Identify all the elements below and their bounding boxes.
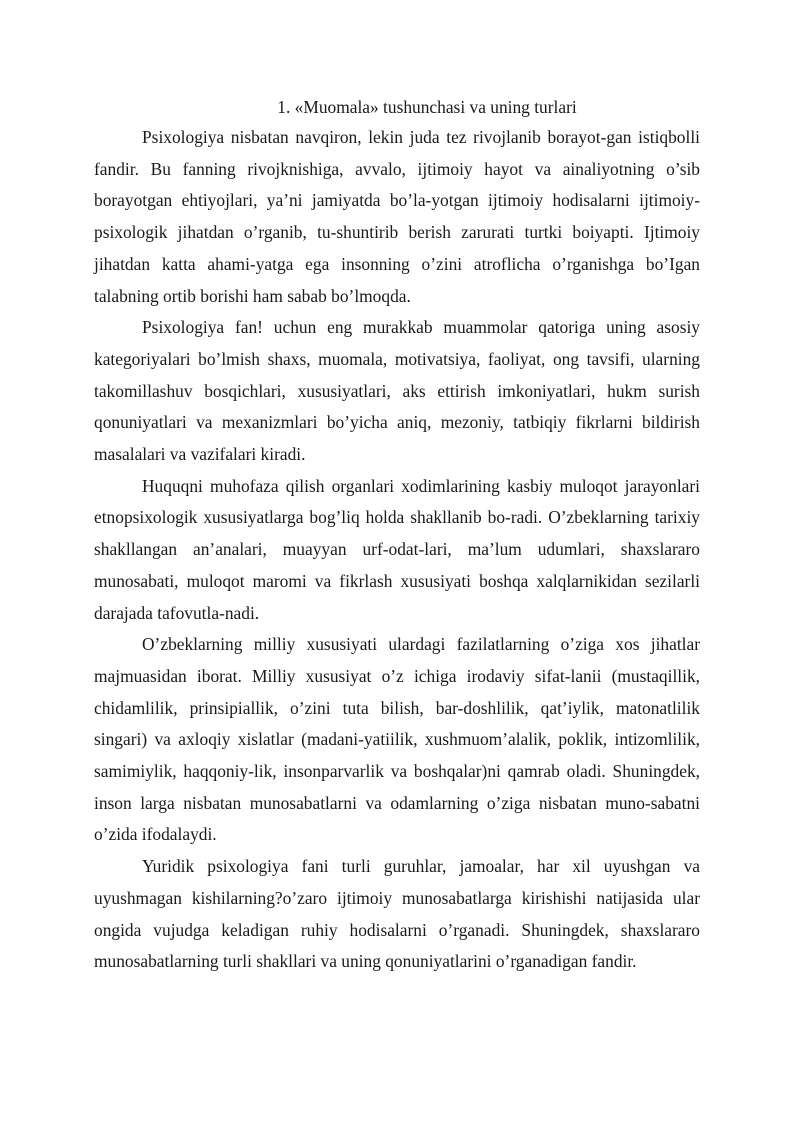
paragraph: Psixologiya nisbatan navqiron, lekin juda tez rivojlanib borayot-gan istiqbolli fandir. Bu fanning rivojknishiga, avvalo, ijtimoiy hayot va ainaliyotning o’sib borayotgan ehtiyojlari, ya’ni jamiyatda bo’la-yotgan ijtimoiy hodisalarni ijtimoiy-psixologik jihatdan o’rganib, tu-shuntirib berish zarurati turtki boiyapti. Ijtimoiy jihatdan katta ahami-yatga ega insonning o’zini atroflicha o’rganishga bo’Igan talabning ortib borishi ham sabab bo’lmoqda.: [94, 127, 700, 306]
paragraph: O’zbeklarning milliy xususiyati ulardagi fazilatlarning o’ziga xos jihatlar majmuasidan iborat. Milliy xususiyat o’z ichiga irodaviy sifat-lanii (mustaqillik, chidamlilik, prinsipiallik, o’zini tuta bilish, bar-doshlilik, qat’iylik, matonatlilik singari) va axloqiy xislatlar (madani-yatiilik, xushmuom’alalik, poklik, intizomlilik, samimiylik, haqqoniy-lik, insonparvarlik va boshqalar)ni qamrab oladi. Shuningdek, inson larga nisbatan munosabatlarni va odamlarning o’ziga nisbatan muno-sabatni o’zida ifodalaydi.: [94, 634, 700, 845]
paragraph: Psixologiya fan! uchun eng murakkab muammolar qatoriga uning asosiy kategoriyalari bo’lmish shaxs, muomala, motivatsiya, faoliyat, ong tavsifi, ularning takomillashuv bosqichlari, xususiyatlari, aks ettirish imkoniyatlari, hukm surish qonuniyatlari va mexanizmlari bo’yicha aniq, mezoniy, tatbiqiy fikrlarni bildirish masalalari va vazifalari kiradi.: [94, 317, 700, 465]
paragraph: Huquqni muhofaza qilish organlari xodimlarining kasbiy muloqot jarayonlari etnopsixologik xususiyatlarga bog’liq holda shakllanib bo-radi. O’zbeklarning tarixiy shakllangan an’analari, muayyan urf-odat-lari, ma’lum udumlari, shaxslararo munosabati, muloqot maromi va fikrlash xususiyati boshqa xalqlarnikidan sezilarli darajada tafovutla-nadi.: [94, 475, 700, 623]
paragraph: Yuridik psixologiya fani turli guruhlar, jamoalar, har xil uyushgan va uyushmagan kishilarning?o’zaro ijtimoiy munosabatlarga kirishishi natijasida ular ongida vujudga keladigan ruhiy hodisalarni o’rganadi. Shuningdek, shaxslararo munosabatlarning turli shakllari va uning qonuniyatlarini o’rganadigan fandir.: [94, 856, 700, 972]
document-page: [94, 92, 700, 978]
section-heading: 1. «Muomala» tushunchasi va uning turlari: [277, 97, 577, 117]
